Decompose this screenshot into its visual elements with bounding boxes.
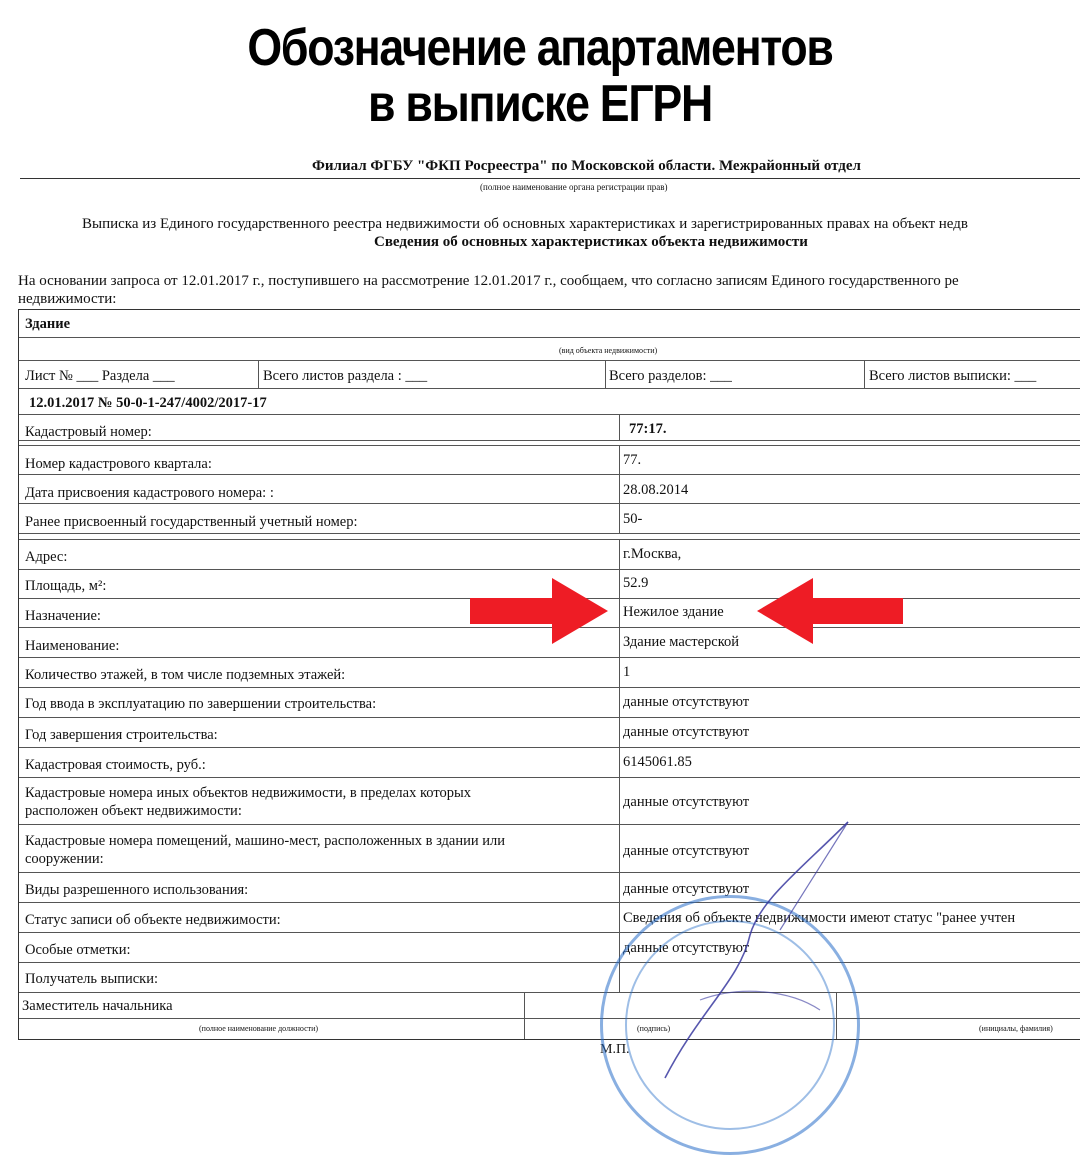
- left-arrow-icon: [755, 576, 903, 646]
- extract-subtitle: Сведения об основных характеристиках объекта недвижимости: [374, 234, 808, 250]
- other-objects-value: данные отсутствуют: [623, 794, 750, 810]
- branch-name: Филиал ФГБУ "ФКП Росреестра" по Московской области. Межрайонный отдел: [312, 158, 861, 174]
- floors-label: Количество этажей, в том числе подземных этажей:: [25, 667, 346, 683]
- cadastral-value-label: Кадастровая стоимость, руб.:: [25, 757, 206, 773]
- assign-date-label: Дата присвоения кадастрового номера: :: [25, 485, 274, 501]
- purpose-value: Нежилое здание: [623, 604, 724, 620]
- commission-year-value: данные отсутствуют: [623, 694, 750, 710]
- cadastral-value-value: 6145061.85: [623, 754, 692, 770]
- intro-line-1: На основании запроса от 12.01.2017 г., поступившего на рассмотрение 12.01.2017 г., сообщаем, что согласно записям Единого государственного ре: [18, 273, 959, 289]
- object-type: Здание: [25, 316, 71, 332]
- name-label: Наименование:: [25, 638, 120, 654]
- prev-number-value: 50-: [623, 511, 643, 527]
- purpose-label: Назначение:: [25, 608, 101, 624]
- commission-year-label: Год ввода в эксплуатацию по завершении строительства:: [25, 696, 377, 712]
- other-objects-label-1: Кадастровые номера иных объектов недвижимости, в пределах которых: [25, 785, 471, 801]
- premises-label-2: сооружении:: [25, 851, 104, 867]
- special-marks-label: Особые отметки:: [25, 942, 131, 958]
- permitted-use-value: данные отсутствуют: [623, 881, 750, 897]
- cadastral-number-value: 77:17.: [629, 421, 667, 437]
- address-value: г.Москва,: [623, 546, 682, 562]
- object-type-caption: (вид объекта недвижимости): [559, 346, 658, 355]
- assign-date-value: 28.08.2014: [623, 482, 689, 498]
- record-status-label: Статус записи об объекте недвижимости:: [25, 912, 281, 928]
- signature-caption: (подпись): [637, 1024, 671, 1033]
- sections-total: Всего разделов: ___: [609, 368, 732, 384]
- completion-year-label: Год завершения строительства:: [25, 727, 218, 743]
- record-status-value: Сведения об объекте недвижимости имеют статус "ранее учтен: [623, 910, 1016, 926]
- initials-caption: (инициалы, фамилия): [979, 1024, 1053, 1033]
- right-arrow-icon: [470, 576, 610, 646]
- recipient-label: Получатель выписки:: [25, 971, 158, 987]
- intro-line-2: недвижимости:: [18, 291, 117, 307]
- stamp-place-mark: М.П.: [600, 1042, 630, 1057]
- other-objects-label-2: расположен объект недвижимости:: [25, 803, 242, 819]
- branch-caption: (полное наименование органа регистрации прав): [480, 182, 668, 192]
- area-value: 52.9: [623, 575, 649, 591]
- quarter-label: Номер кадастрового квартала:: [25, 456, 212, 472]
- headline-line-1: Обозначение апартаментов: [247, 19, 833, 77]
- extract-title: Выписка из Единого государственного реестра недвижимости об основных характеристиках и зарегистрированных правах на объект недв: [82, 216, 968, 232]
- headline-line-2: в выписке ЕГРН: [368, 75, 712, 133]
- special-marks-value: данные отсутствуют: [623, 940, 750, 956]
- area-label: Площадь, м²:: [25, 578, 107, 594]
- prev-number-label: Ранее присвоенный государственный учетный номер:: [25, 514, 358, 530]
- address-label: Адрес:: [25, 549, 68, 565]
- signer-title: Заместитель начальника: [22, 998, 173, 1014]
- sheets-in-section: Всего листов раздела : ___: [263, 368, 428, 384]
- cadastral-number-label: Кадастровый номер:: [25, 424, 152, 440]
- quarter-value: 77.: [623, 452, 642, 468]
- sheets-total: Всего листов выписки: ___: [869, 368, 1037, 384]
- floors-value: 1: [623, 664, 631, 680]
- premises-label-1: Кадастровые номера помещений, машино-мест, расположенных в здании или: [25, 833, 506, 849]
- premises-value: данные отсутствуют: [623, 843, 750, 859]
- sheet-number: Лист № ___ Раздела ___: [25, 368, 175, 384]
- name-value: Здание мастерской: [623, 634, 740, 650]
- position-caption: (полное наименование должности): [199, 1024, 319, 1033]
- date-and-number: 12.01.2017 № 50-0-1-247/4002/2017-17: [29, 395, 267, 411]
- completion-year-value: данные отсутствуют: [623, 724, 750, 740]
- permitted-use-label: Виды разрешенного использования:: [25, 882, 249, 898]
